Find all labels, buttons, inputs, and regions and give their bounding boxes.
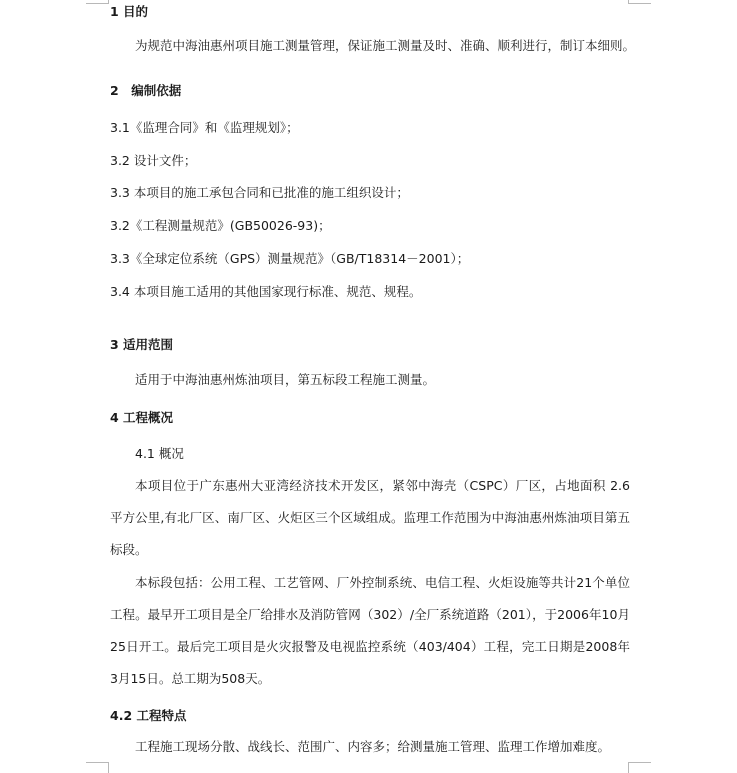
margin-corner-bottom-left	[86, 762, 109, 773]
basis-item-1: 3.1《监理合同》和《监理规划》；	[110, 120, 299, 135]
section-4-1-heading: 4.1 概况	[135, 446, 184, 461]
section-1-text: 为规范中海油惠州项目施工测量管理，保证施工测量及时、准确、顺利进行，制订本细则。	[135, 38, 636, 53]
overview-paragraph-1: 本项目位于广东惠州大亚湾经济技术开发区，紧邻中海壳（CSPC）厂区，占地面积 2.6 平方公里,有北厂区、南厂区、火炬区三个区域组成。监理工作范围为中海油惠州炼油项目第五标段。	[110, 478, 630, 557]
section-1-heading: 1 目的	[110, 4, 149, 19]
section-4-heading: 4 工程概况	[110, 410, 174, 425]
section-3-text: 适用于中海油惠州炼油项目，第五标段工程施工测量。	[135, 372, 436, 387]
section-4-2-text: 工程施工现场分散、战线长、范围广、内容多；给测量施工管理、监理工作增加难度。	[135, 739, 611, 754]
margin-corner-top-left	[86, 0, 109, 4]
section-4-2-heading: 4.2 工程特点	[110, 708, 187, 723]
basis-item-6: 3.4 本项目施工适用的其他国家现行标准、规范、规程。	[110, 284, 422, 299]
overview-paragraph-2: 本标段包括：公用工程、工艺管网、厂外控制系统、电信工程、火炬设施等共计21个单位工程。最早开工项目是全厂给排水及消防管网（302）/全厂系统道路（201），于2006年10月25日开工。最后完工项目是火灾报警及电视监控系统（403/404）工程，完工日期是2008年3月15日。总工期为508天。	[110, 575, 630, 686]
basis-item-3: 3.3 本项目的施工承包合同和已批准的施工组织设计；	[110, 185, 409, 200]
margin-corner-top-right	[628, 0, 651, 4]
basis-item-2: 3.2 设计文件；	[110, 153, 197, 168]
margin-corner-bottom-right	[628, 762, 651, 773]
section-2-heading: 2 编制依据	[110, 83, 182, 98]
basis-item-4: 3.2《工程测量规范》(GB50026-93)；	[110, 218, 331, 233]
basis-item-5: 3.3《全球定位系统（GPS）测量规范》（GB/T18314－2001）；	[110, 251, 470, 266]
section-3-heading: 3 适用范围	[110, 337, 174, 352]
